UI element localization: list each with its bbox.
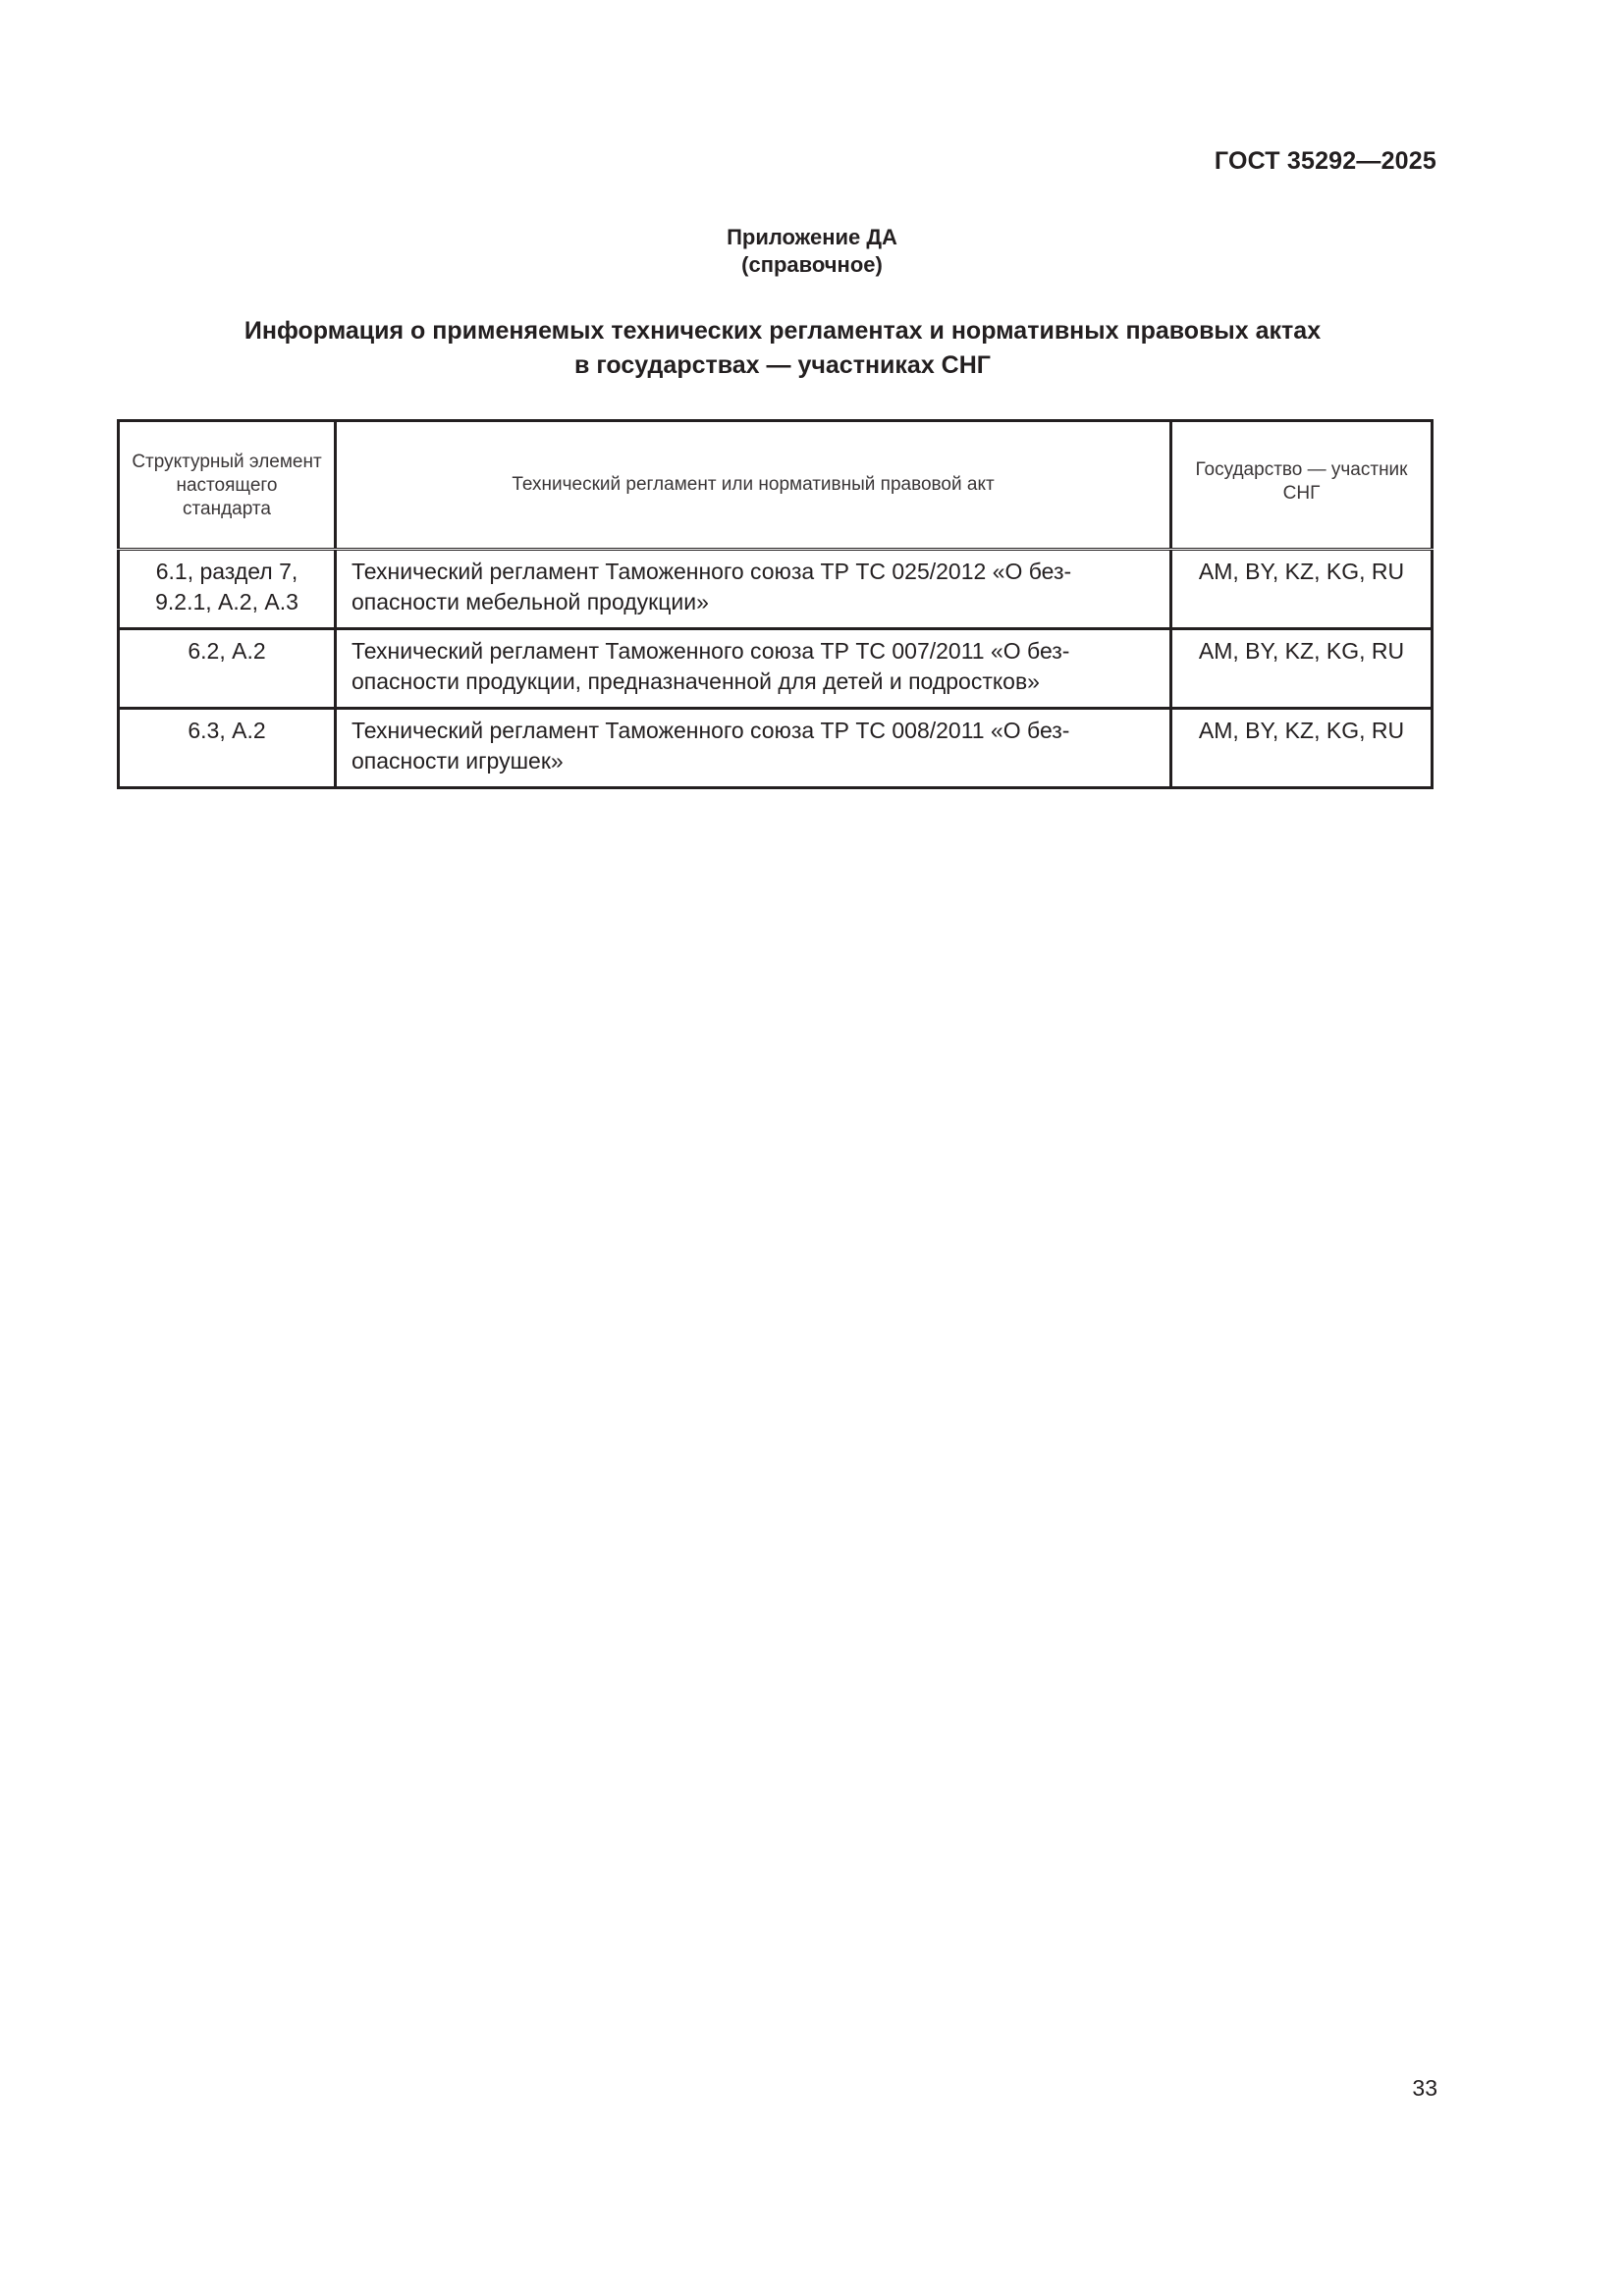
appendix-subtitle: (справочное)	[741, 252, 883, 277]
cell-states: AM, BY, KZ, KG, RU	[1171, 709, 1433, 788]
cell-structural-element: 6.1, раздел 7, 9.2.1, А.2, А.3	[119, 550, 336, 629]
table-row	[119, 550, 1433, 629]
table-row	[119, 709, 1433, 788]
table-header-row	[119, 421, 1433, 550]
section-heading	[0, 314, 1565, 383]
column-header-act: Технический регламент или нормативный правовой акт	[336, 421, 1171, 550]
appendix-title-block	[0, 224, 1624, 279]
document-code: ГОСТ 35292—2025	[1214, 147, 1436, 175]
cell-regulation: Технический регламент Таможенного союза ТР ТС 025/2012 «О без-опасности мебельной продукции»	[336, 550, 1171, 629]
page-number: 33	[1412, 2075, 1437, 2101]
cell-structural-element: 6.2, А.2	[119, 629, 336, 709]
cell-regulation: Технический регламент Таможенного союза ТР ТС 008/2011 «О без-опасности игрушек»	[336, 709, 1171, 788]
column-header-element: Структурный элемент настоящего стандарта	[119, 421, 336, 550]
section-heading-line-2: в государствах — участниках СНГ	[574, 351, 991, 379]
regulations-table	[117, 419, 1434, 789]
cell-states: AM, BY, KZ, KG, RU	[1171, 550, 1433, 629]
appendix-title: Приложение ДА	[727, 225, 897, 249]
cell-states: AM, BY, KZ, KG, RU	[1171, 629, 1433, 709]
cell-regulation: Технический регламент Таможенного союза ТР ТС 007/2011 «О без-опасности продукции, предназначенной для детей и подростков»	[336, 629, 1171, 709]
section-heading-line-1: Информация о применяемых технических регламентах и нормативных правовых актах	[244, 317, 1322, 345]
column-header-states: Государство — участник СНГ	[1171, 421, 1433, 550]
cell-structural-element: 6.3, А.2	[119, 709, 336, 788]
table-row	[119, 629, 1433, 709]
